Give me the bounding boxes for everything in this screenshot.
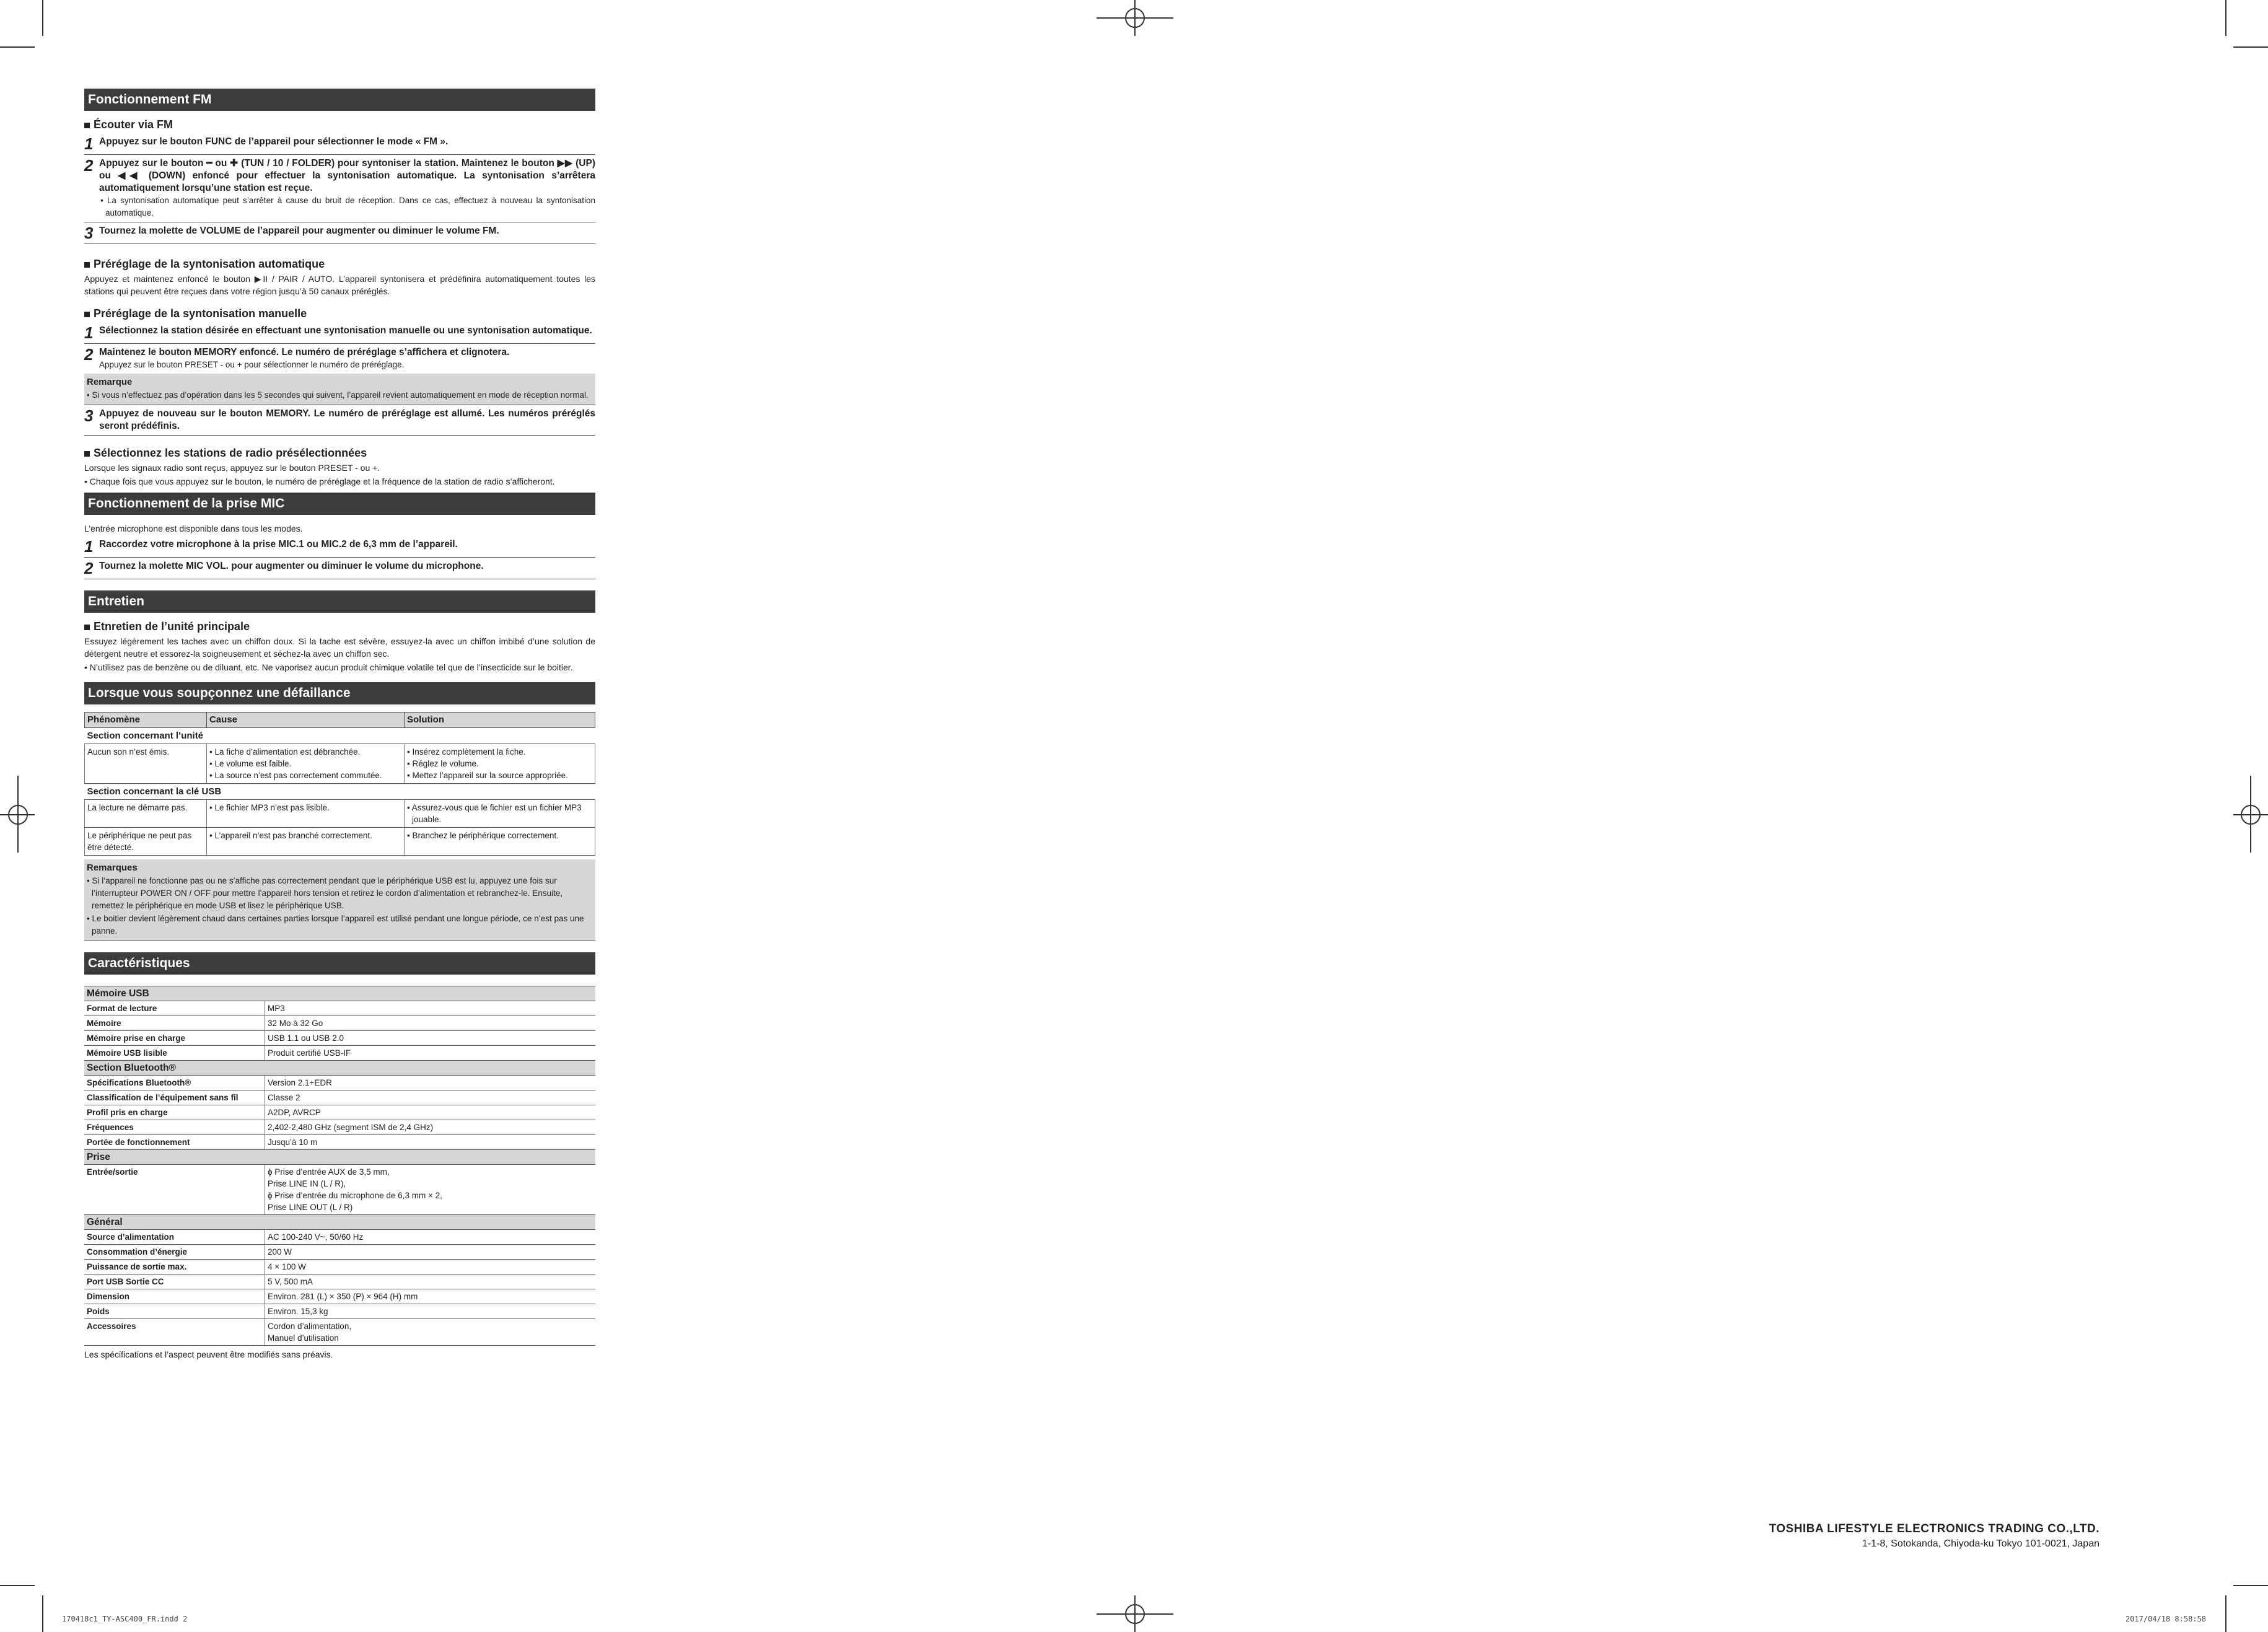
step-text: Tournez la molette de VOLUME de l’appareil pour augmenter ou diminuer le volume FM. (99, 226, 499, 236)
crop-mark (2233, 46, 2268, 48)
spec-row: Mémoire 32 Mo à 32 Go (84, 1016, 595, 1031)
step-instruction: Maintenez le bouton MEMORY enfoncé. Le numéro de préréglage s’affichera et clignotera. (99, 347, 510, 358)
step-number: 1 (84, 537, 94, 556)
step-instruction: Appuyez sur le bouton ━ ou ✚ (TUN / 10 / FOLDER) pour syntoniser la station. Maintenez le bouton ▶▶ (UP) ou ◀◀ (DOWN) enfoncé pour effectuer la syntonisation automatique. La syntonisation s’arrêtera automatiquement lorsqu’une station est reçue. (99, 158, 595, 193)
company-name: TOSHIBA LIFESTYLE ELECTRONICS TRADING CO.,LTD. (1769, 1522, 2099, 1535)
spec-row: Entrée/sortie ϕ Prise d’entrée AUX de 3,5 mm, Prise LINE IN (L / R), ϕ Prise d’entrée du microphone de 6,3 mm × 2, Prise LINE OUT (L / R) (84, 1165, 595, 1215)
step-text (99, 346, 595, 371)
section-header-troubleshooting: Lorsque vous soupçonnez une défaillance (84, 682, 595, 704)
section-header-maintenance: Entretien (84, 590, 595, 613)
select-bullet: • Chaque fois que vous appuyez sur le bouton, le numéro de préréglage et la fréquence de la station de radio s’afficheront. (84, 476, 555, 486)
spec-group-title: Mémoire USB (84, 986, 595, 1001)
company-info (1769, 1522, 2099, 1550)
content-column (84, 84, 595, 1361)
spec-row: Mémoire USB lisible Produit certifié USB-IF (84, 1046, 595, 1061)
subheading-maintenance: Etnretien de l’unité principale (84, 620, 595, 633)
table-row (85, 744, 595, 784)
crop-mark (42, 0, 43, 36)
solution-cell: • Branchez le périphérique correctement. (405, 828, 595, 856)
subheading-manual-preset: Préréglage de la syntonisation manuelle (84, 307, 595, 320)
spec-row: Profil pris en charge A2DP, AVRCP (84, 1105, 595, 1120)
column-header: Solution (405, 713, 595, 728)
step (84, 155, 595, 222)
crop-mark (2225, 1595, 2226, 1632)
crop-mark (0, 1585, 35, 1586)
remark-box (84, 374, 595, 405)
step-number: 1 (84, 134, 94, 153)
square-bullet-icon (84, 625, 90, 630)
select-text: Lorsque les signaux radio sont reçus, appuyez sur le bouton PRESET - ou +. (84, 463, 380, 473)
crop-mark (42, 1595, 43, 1632)
cause-cell: • Le fichier MP3 n’est pas lisible. (207, 800, 405, 828)
table-section-row (85, 728, 595, 744)
step-text: Sélectionnez la station désirée en effectuant une syntonisation manuelle ou une syntonisation automatique. (99, 325, 592, 336)
square-bullet-icon (84, 451, 90, 457)
spec-row: Puissance de sortie max. 4 × 100 W (84, 1260, 595, 1274)
table-section-label: Section concernant la clé USB (85, 784, 595, 800)
registration-mark (1125, 8, 1145, 28)
square-bullet-icon (84, 262, 90, 268)
specifications-footnote: Les spécifications et l’aspect peuvent être modifiés sans préavis. (84, 1349, 333, 1359)
crop-mark (2233, 1585, 2268, 1586)
step-number: 3 (84, 224, 94, 242)
step (84, 133, 595, 155)
step-note: Appuyez sur le bouton PRESET - ou + pour sélectionner le numéro de préréglage. (99, 360, 405, 369)
step (84, 536, 595, 558)
registration-mark (1125, 1604, 1145, 1624)
spec-row: Poids Environ. 15,3 kg (84, 1304, 595, 1319)
square-bullet-icon (84, 312, 90, 317)
step (84, 558, 595, 579)
remarks-box (84, 859, 595, 941)
company-address: 1-1-8, Sotokanda, Chiyoda-ku Tokyo 101-0021, Japan (1862, 1538, 2099, 1549)
remark-text: • Si l’appareil ne fonctionne pas ou ne s’affiche pas correctement pendant que le périphérique USB est lu, appuyez une fois sur l’interrupteur POWER ON / OFF pour mettre l’appareil hors tension et retirez le cordon d’alimentation et rebranchez-le. Ensuite, remettez le périphérique en mode USB et lisez le périphérique USB. (87, 876, 563, 910)
solution-cell: • Insérez complètement la fiche. • Réglez le volume. • Mettez l’appareil sur la source appropriée. (405, 744, 595, 784)
registration-mark (2241, 805, 2261, 825)
table-section-label: Section concernant l’unité (85, 728, 595, 744)
spec-row: Spécifications Bluetooth® Version 2.1+EDR (84, 1076, 595, 1090)
spec-row: Accessoires Cordon d’alimentation, Manuel d’utilisation (84, 1319, 595, 1346)
spec-group-title: Général (84, 1215, 595, 1230)
spec-row: Portée de fonctionnement Jusqu’à 10 m (84, 1135, 595, 1150)
table-row (85, 828, 595, 856)
step-number: 2 (84, 345, 94, 364)
step (84, 344, 595, 374)
remark-title: Remarque (87, 377, 133, 387)
section-header-specifications: Caractéristiques (84, 952, 595, 975)
step (84, 222, 595, 244)
column-header: Phénomène (85, 713, 207, 728)
spec-row: Consommation d’énergie 200 W (84, 1245, 595, 1260)
mic-intro: L’entrée microphone est disponible dans tous les modes. (84, 524, 303, 533)
remark-text: • Si vous n’effectuez pas d’opération dans les 5 secondes qui suivent, l’appareil revient automatiquement en mode de réception normal. (87, 390, 589, 400)
step-number: 3 (84, 406, 94, 425)
maintenance-text: Essuyez légèrement les taches avec un chiffon doux. Si la tache est sévère, essuyez-la avec un chiffon imbibé d’une solution de détergent neutre et essorez-la soigneusement et séchez-la avec un chiffon sec. (84, 636, 595, 659)
section-header-fm: Fonctionnement FM (84, 89, 595, 111)
column-header: Cause (207, 713, 405, 728)
spec-row: Dimension Environ. 281 (L) × 350 (P) × 964 (H) mm (84, 1289, 595, 1304)
spec-row: Fréquences 2,402-2,480 GHz (segment ISM de 2,4 GHz) (84, 1120, 595, 1135)
maintenance-bullet: • N’utilisez pas de benzène ou de diluant, etc. Ne vaporisez aucun produit chimique volatile tel que de l’insecticide sur le boitier. (84, 662, 573, 672)
spec-group-row (84, 1061, 595, 1076)
cause-cell: • L’appareil n’est pas branché correctement. (207, 828, 405, 856)
specifications-table (84, 986, 595, 1346)
table-header-row (85, 713, 595, 728)
table-section-row (85, 784, 595, 800)
phenomenon-cell: Le périphérique ne peut pas être détecté. (85, 828, 207, 856)
spec-row: Format de lecture MP3 (84, 1001, 595, 1016)
file-slug: 170418c1_TY-ASC400_FR.indd 2 (62, 1615, 188, 1623)
step-text (99, 157, 595, 219)
registration-mark (8, 805, 28, 825)
spec-row: Source d’alimentation AC 100-240 V~, 50/60 Hz (84, 1230, 595, 1245)
spec-group-row (84, 1150, 595, 1165)
spec-row: Classification de l’équipement sans fil Classe 2 (84, 1090, 595, 1105)
step-text: Appuyez sur le bouton FUNC de l’appareil pour sélectionner le mode « FM ». (99, 136, 449, 147)
subheading-auto-preset: Préréglage de la syntonisation automatique (84, 258, 595, 270)
cause-cell: • La fiche d’alimentation est débranchée. • Le volume est faible. • La source n’est pas correctement commutée. (207, 744, 405, 784)
spec-row: Mémoire prise en charge USB 1.1 ou USB 2.0 (84, 1031, 595, 1046)
table-row (85, 800, 595, 828)
date-slug: 2017/04/18 8:58:58 (2125, 1615, 2206, 1623)
step-note: • La syntonisation automatique peut s’arrêter à cause du bruit de réception. Dans ce cas, effectuez à nouveau la syntonisation automatique. (100, 196, 595, 217)
phenomenon-cell: Aucun son n’est émis. (85, 744, 207, 784)
crop-mark (0, 46, 35, 48)
step-text: Raccordez votre microphone à la prise MIC.1 ou MIC.2 de 6,3 mm de l’appareil. (99, 539, 458, 550)
remark-text: • Le boitier devient légèrement chaud dans certaines parties lorsque l’appareil est utilisé pendant une longue période, ce n’est pas une panne. (87, 914, 584, 936)
crop-mark (2225, 0, 2226, 36)
subheading-select-presets: Sélectionnez les stations de radio présélectionnées (84, 447, 595, 459)
spec-row: Port USB Sortie CC 5 V, 500 mA (84, 1274, 595, 1289)
step-text: Tournez la molette MIC VOL. pour augmenter ou diminuer le volume du microphone. (99, 561, 484, 571)
section-header-mic: Fonctionnement de la prise MIC (84, 493, 595, 515)
spec-group-title: Section Bluetooth® (84, 1061, 595, 1076)
phenomenon-cell: La lecture ne démarre pas. (85, 800, 207, 828)
remarks-title: Remarques (87, 862, 138, 873)
auto-preset-text: Appuyez et maintenez enfoncé le bouton ▶II / PAIR / AUTO. L’appareil syntonisera et prédéfinira automatiquement toutes les stations qui peuvent être reçues dans votre région jusqu’à 50 canaux préréglés. (84, 274, 595, 296)
step-number: 2 (84, 559, 94, 577)
step (84, 405, 595, 436)
step-number: 2 (84, 156, 94, 175)
step-text: Appuyez de nouveau sur le bouton MEMORY. Le numéro de préréglage est allumé. Les numéros préréglés seront prédéfinis. (99, 408, 595, 431)
step (84, 322, 595, 344)
spec-group-row (84, 1215, 595, 1230)
spec-group-row (84, 986, 595, 1001)
troubleshooting-table (84, 712, 595, 856)
subheading-listen-fm: Écouter via FM (84, 118, 595, 131)
spec-group-title: Prise (84, 1150, 595, 1165)
solution-cell: • Assurez-vous que le fichier est un fichier MP3 jouable. (405, 800, 595, 828)
square-bullet-icon (84, 123, 90, 128)
step-number: 1 (84, 323, 94, 342)
